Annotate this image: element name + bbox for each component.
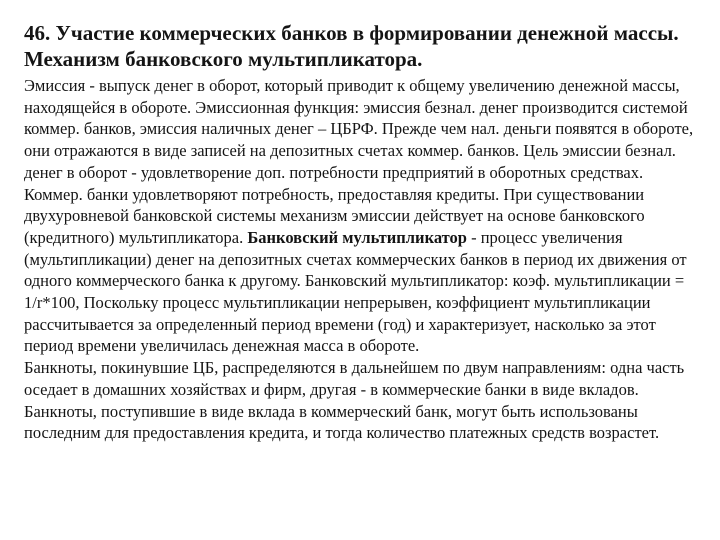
slide-body (24, 75, 705, 444)
term-bank-multiplier: Банковский мультипликатор (247, 227, 467, 247)
paragraph-emission (24, 75, 705, 357)
slide-title: 46. Участие коммерческих банков в формировании денежной массы. Механизм банковского мультипликатора. (24, 21, 679, 71)
paragraph-banknotes: Банкноты, покинувшие ЦБ, распределяются в дальнейшем по двум направлениям: одна часть оседает в домашних хозяйствах и фирм, другая - в коммерческие банки в виде вкладов. Банкноты, поступившие в виде вклада в коммерческий банк, могут быть использованы последним для предоставления кредита, и тогда количество платежных средств возрастет. (24, 358, 685, 443)
paragraph-emission-text: Эмиссия - выпуск денег в оборот, который приводит к общему увеличению денежной массы, находящейся в обороте. Эмиссионная функция: эмиссия безнал. денег производится системой коммер. банков, эмиссия наличных денег – ЦБРФ. Прежде чем нал. деньги появятся в обороте, они отражаются в виде записей на депозитных счетах коммер. банков. Цель эмиссии безнал. денег в оборот - удовлетворение доп. потребности предприятий в оборотных средствах. Коммер. банки удовлетворяют потребность, предоставляя кредиты. При существовании двухуровневой банковской системы механизм эмиссии действует на основе банковского (кредитного) мультипликатора. (24, 76, 694, 247)
paragraph-multiplier-text: - процесс увеличения (мультипликации) денег на депозитных счетах коммерческих банков в период их движения от одного коммерческого банка к другому. Банковский мультипликатор: коэф. мультипликации = 1/r*100, Поскольку процесс мультипликации непрерывен, коэффициент мультипликации рассчитывается за определенный период времени (год) и характеризует, насколько за этот период времени увеличилась денежная масса в обороте. (24, 227, 687, 356)
